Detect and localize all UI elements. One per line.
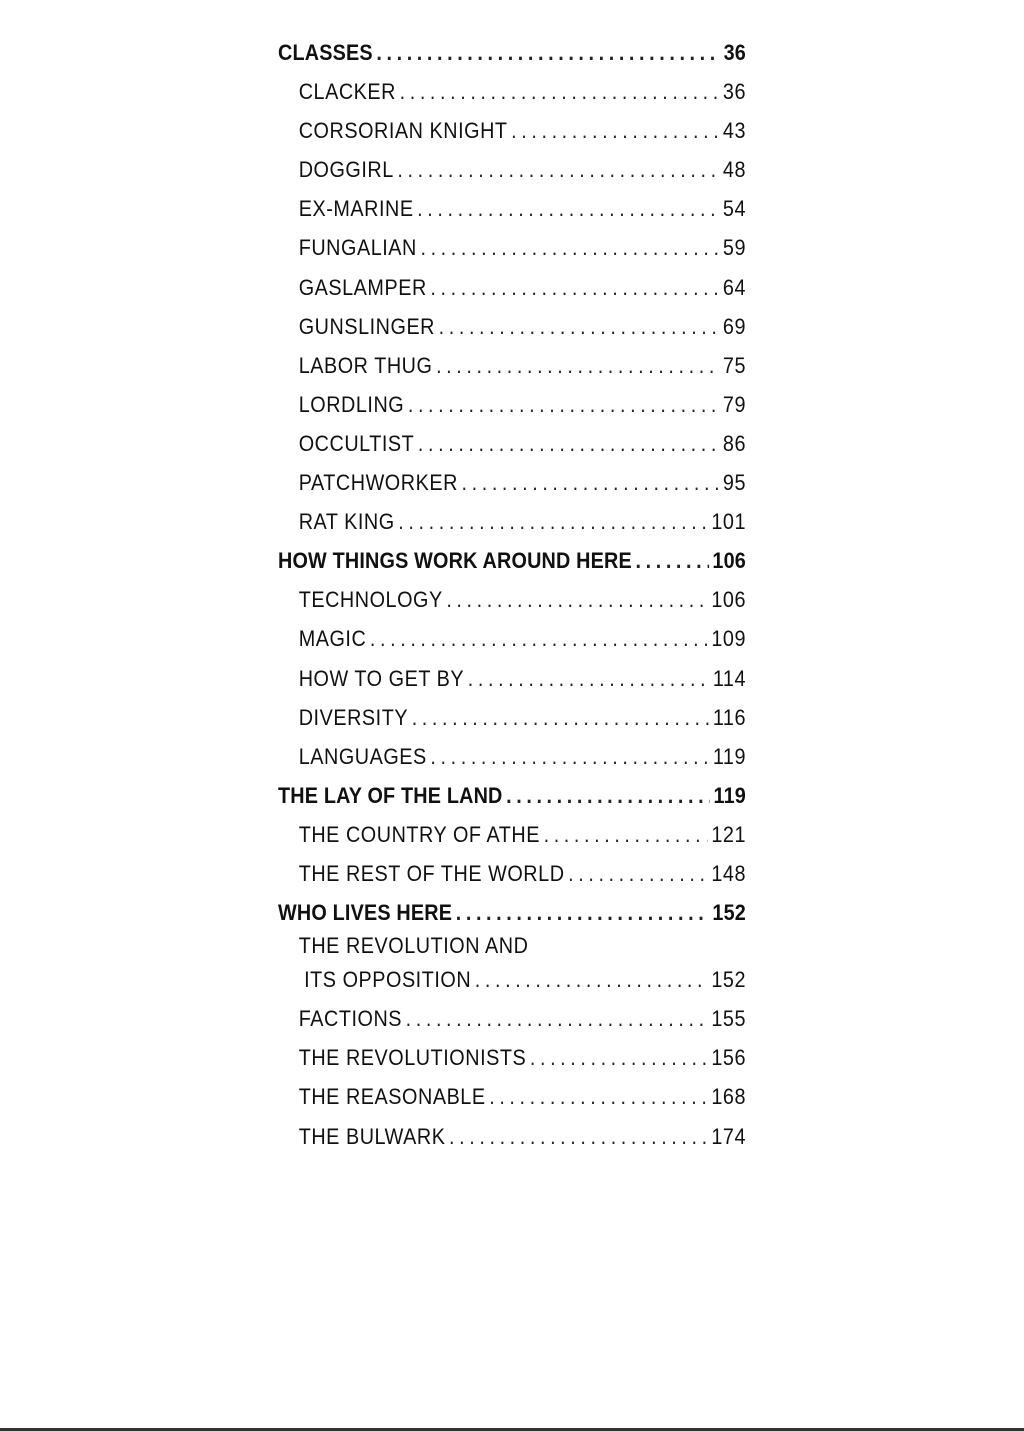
dot-leader xyxy=(370,619,708,658)
toc-page-number: 119 xyxy=(713,782,746,808)
toc-page-number: 156 xyxy=(711,1045,746,1071)
toc-section-row[interactable] xyxy=(278,893,746,932)
toc-entry-row[interactable] xyxy=(278,502,746,541)
toc-page-number: 48 xyxy=(722,157,746,183)
dot-leader xyxy=(449,1117,708,1156)
toc-entry-title-continued: ITS OPPOSITION xyxy=(304,967,472,993)
dot-leader xyxy=(530,1038,708,1077)
toc-entry-title: LANGUAGES xyxy=(298,743,427,769)
dot-leader xyxy=(430,737,709,776)
dot-leader xyxy=(462,463,720,502)
toc-page-number: 119 xyxy=(712,743,746,769)
toc-entry-row[interactable] xyxy=(278,228,746,267)
toc-entry-title: THE REVOLUTION AND xyxy=(298,933,529,959)
dot-leader xyxy=(568,854,708,893)
dot-leader xyxy=(636,541,709,580)
dot-leader xyxy=(417,189,719,228)
toc-entry-title: HOW TO GET BY xyxy=(298,665,465,691)
toc-entry-title: GUNSLINGER xyxy=(298,313,436,339)
toc-page-number: 54 xyxy=(722,196,746,222)
toc-entry-row[interactable] xyxy=(278,619,746,658)
toc-page-number: 59 xyxy=(722,235,746,261)
toc-entry-title: LABOR THUG xyxy=(298,352,433,378)
dot-leader xyxy=(456,893,709,932)
toc-page-number: 121 xyxy=(711,821,746,847)
table-of-contents xyxy=(278,33,746,1156)
toc-entry-title: LORDLING xyxy=(298,391,405,417)
toc-entry-title: THE REST OF THE WORLD xyxy=(298,860,565,886)
dot-leader xyxy=(511,111,719,150)
toc-page-number: 75 xyxy=(722,352,746,378)
dot-leader xyxy=(506,776,710,815)
toc-page-number: 152 xyxy=(711,967,746,993)
toc-section-row[interactable] xyxy=(278,541,746,580)
toc-page-number: 36 xyxy=(722,79,746,105)
toc-section-title: THE LAY OF THE LAND xyxy=(278,782,503,808)
toc-entry-row[interactable] xyxy=(278,854,746,893)
toc-entry-row[interactable] xyxy=(278,385,746,424)
toc-entry-row[interactable] xyxy=(278,580,746,619)
dot-leader xyxy=(397,150,719,189)
toc-entry-title: THE COUNTRY OF ATHE xyxy=(298,821,540,847)
dot-leader xyxy=(406,999,708,1038)
toc-entry-title: DIVERSITY xyxy=(298,704,409,730)
toc-entry-row[interactable] xyxy=(278,424,746,463)
toc-entry-row[interactable] xyxy=(278,463,746,502)
toc-entry-row[interactable] xyxy=(278,150,746,189)
toc-page-number: 168 xyxy=(711,1084,746,1110)
toc-entry-row[interactable] xyxy=(278,111,746,150)
toc-page-number: 152 xyxy=(712,900,746,926)
toc-page-number: 148 xyxy=(711,860,746,886)
dot-leader xyxy=(468,659,709,698)
toc-entry-title: THE BULWARK xyxy=(298,1123,446,1149)
toc-entry-title: GASLAMPER xyxy=(298,274,427,300)
toc-entry-row[interactable] xyxy=(278,698,746,737)
dot-leader xyxy=(489,1077,708,1116)
toc-entry-row[interactable] xyxy=(278,189,746,228)
dot-leader xyxy=(400,72,720,111)
toc-page-number: 95 xyxy=(722,470,746,496)
toc-entry-row[interactable] xyxy=(278,268,746,307)
toc-entry-row[interactable] xyxy=(278,932,746,999)
dot-leader xyxy=(430,268,719,307)
toc-entry-title: MAGIC xyxy=(298,626,367,652)
toc-entry-row[interactable] xyxy=(278,307,746,346)
dot-leader xyxy=(439,307,720,346)
dot-leader xyxy=(408,385,719,424)
toc-page-number: 116 xyxy=(712,704,746,730)
dot-leader xyxy=(376,33,720,72)
dot-leader xyxy=(475,960,708,999)
toc-page-number: 79 xyxy=(722,391,746,417)
toc-entry-row[interactable] xyxy=(278,1117,746,1156)
dot-leader xyxy=(544,815,708,854)
toc-section-row[interactable] xyxy=(278,776,746,815)
toc-section-title: CLASSES xyxy=(278,40,373,65)
toc-page-number: 36 xyxy=(723,40,746,65)
toc-page-number: 106 xyxy=(711,587,746,613)
toc-page-number: 64 xyxy=(722,274,746,300)
toc-entry-row[interactable] xyxy=(278,1038,746,1077)
toc-entry-row[interactable] xyxy=(278,659,746,698)
toc-entry-title: CORSORIAN KNIGHT xyxy=(298,118,508,144)
toc-page-number: 109 xyxy=(711,626,746,652)
dot-leader xyxy=(420,228,719,267)
dot-leader xyxy=(436,346,719,385)
toc-page-number: 106 xyxy=(712,548,746,574)
toc-entry-row[interactable] xyxy=(278,737,746,776)
toc-page-number: 101 xyxy=(711,509,746,535)
toc-entry-title: FUNGALIAN xyxy=(298,235,417,261)
dot-leader xyxy=(418,424,719,463)
dot-leader xyxy=(446,580,707,619)
toc-entry-title: PATCHWORKER xyxy=(298,470,458,496)
toc-entry-row[interactable] xyxy=(278,346,746,385)
toc-page-number: 69 xyxy=(722,313,746,339)
toc-entry-title: RAT KING xyxy=(298,509,395,535)
dot-leader xyxy=(412,698,710,737)
toc-entry-title: DOGGIRL xyxy=(298,157,394,183)
toc-page-number: 174 xyxy=(711,1123,746,1149)
toc-entry-row[interactable] xyxy=(278,72,746,111)
toc-entry-title: FACTIONS xyxy=(298,1006,403,1032)
toc-entry-title: EX-MARINE xyxy=(298,196,414,222)
toc-entry-row[interactable] xyxy=(278,999,746,1038)
toc-section-row[interactable] xyxy=(278,33,746,72)
toc-section-title: WHO LIVES HERE xyxy=(278,900,453,926)
toc-entry-title: THE REVOLUTIONISTS xyxy=(298,1045,527,1071)
toc-entry-title: TECHNOLOGY xyxy=(298,587,443,613)
toc-entry-title: THE REASONABLE xyxy=(298,1084,486,1110)
toc-entry-title: CLACKER xyxy=(298,79,397,105)
toc-page-number: 43 xyxy=(722,118,746,144)
toc-section-title: HOW THINGS WORK AROUND HERE xyxy=(278,548,632,574)
toc-page-number: 86 xyxy=(722,430,746,456)
toc-page-number: 155 xyxy=(711,1006,746,1032)
toc-page-number: 114 xyxy=(712,665,746,691)
toc-entry-row[interactable] xyxy=(278,1077,746,1116)
toc-entry-row[interactable] xyxy=(278,815,746,854)
dot-leader xyxy=(398,502,707,541)
toc-entry-title: OCCULTIST xyxy=(298,430,415,456)
